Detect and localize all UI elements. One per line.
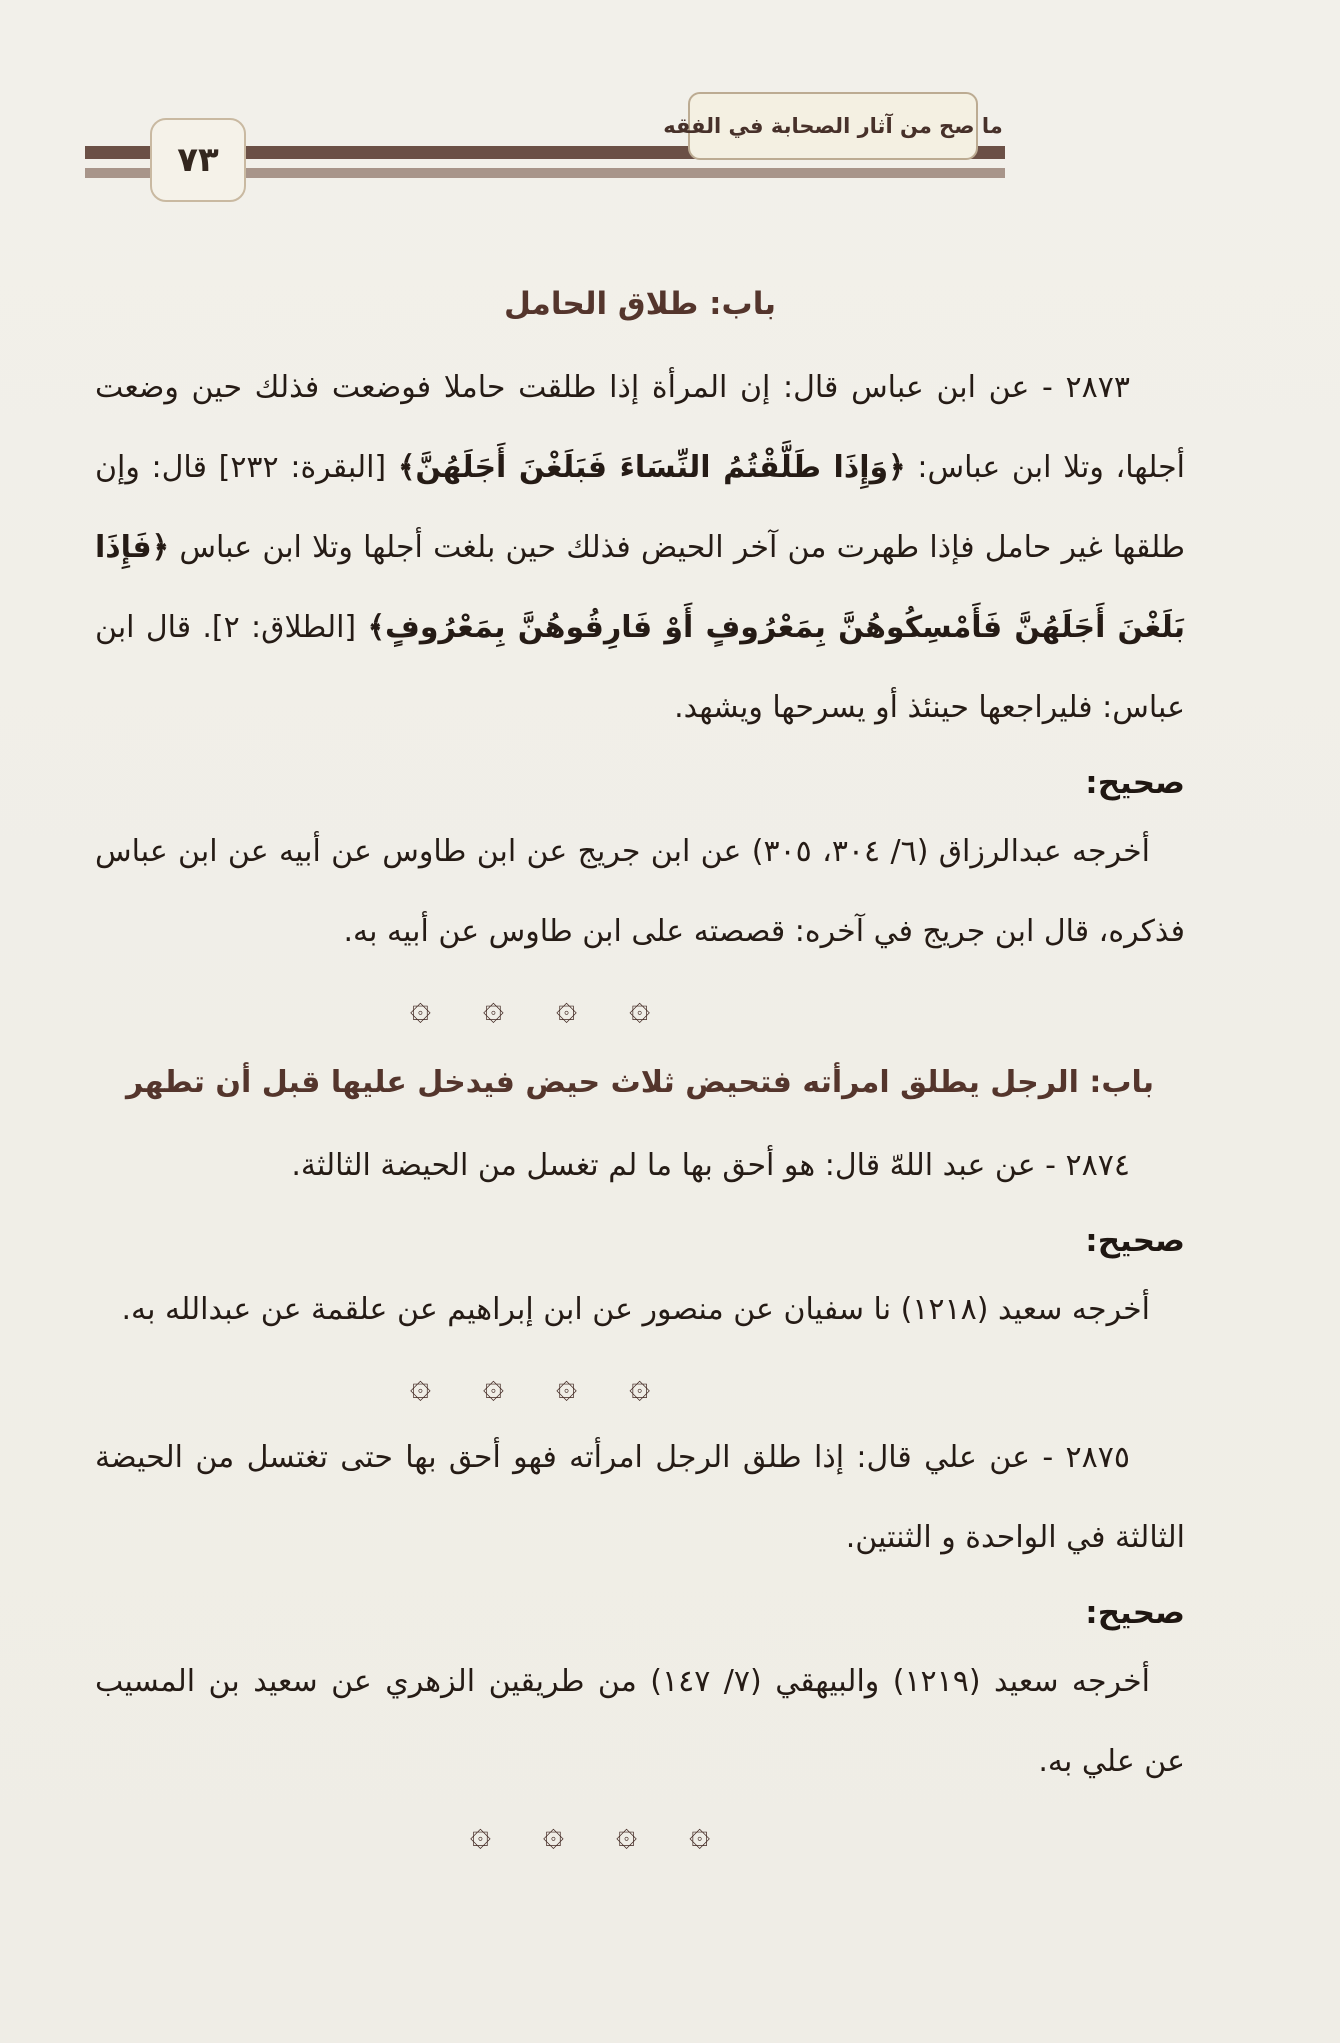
page-number: ٧٣ (177, 140, 219, 180)
quran-verse-talaq-2: ﴿فَإِذَا بَلَغْنَ أَجَلَهُنَّ فَأَمْسِكُوهُنَّ بِمَعْرُوفٍ أَوْ فَارِقُوهُنَّ بِمَعْرُوفٍ﴾ (95, 530, 1185, 645)
grade-label-2873: صحيح: (1085, 765, 1185, 801)
rosette-icon: ۞ (629, 1365, 651, 1406)
takhrij-2875: أخرجه سعيد (١٢١٩) والبيهقي (٧/ ١٤٧) من طريقين الزهري عن سعيد بن المسيب عن علي به. (95, 1664, 1185, 1779)
hadith-2874: ٢٨٧٤ - عن عبد اللهّ قال: هو أحق بها ما لم تغسل من الحيضة الثالثة. (291, 1148, 1130, 1183)
rosette-icon: ۞ (409, 1365, 431, 1406)
quran-verse-baqarah-232: ﴿وَإِذَا طَلَّقْتُمُ النِّسَاءَ فَبَلَغْنَ أَجَلَهُنَّ﴾ (397, 450, 906, 485)
rosette-icon: ۞ (542, 1813, 564, 1854)
hadith-2873-text-3: [الطلاق: ٢]. قال ابن عباس: فليراجعها حينئذ أو يسرحها ويشهد. (95, 610, 1185, 725)
hadith-2873-text-2: [البقرة: ٢٣٢] قال: وإن طلقها غير حامل فإذا طهرت من آخر الحيض فذلك حين بلغت أجلها وتلا ابن عباس (95, 450, 1185, 565)
page-number-box (150, 118, 246, 202)
hadith-2873-text-1: ٢٨٧٣ - عن ابن عباس قال: إن المرأة إذا طلقت حاملا فوضعت فذلك حين وضعت أجلها، وتلا ابن عباس: (95, 370, 1186, 485)
grade-label-2875: صحيح: (1085, 1595, 1185, 1631)
book-running-title: ما صح من آثار الصحابة في الفقه (663, 114, 1003, 138)
rosette-icon: ۞ (556, 1365, 578, 1406)
chapter-heading-three-menses: باب: الرجل يطلق امرأته فتحيض ثلاث حيض فيدخل عليها قبل أن تطهر (125, 1065, 1155, 1100)
rosette-icon: ۞ (482, 1365, 504, 1406)
ornament-separator-1 (0, 986, 1075, 1030)
rosette-icon: ۞ (689, 1813, 711, 1854)
ornament-separator-2 (0, 1364, 1075, 1408)
rosette-icon: ۞ (482, 987, 504, 1028)
rosette-icon: ۞ (616, 1813, 638, 1854)
takhrij-2873: أخرجه عبدالرزاق (٦/ ٣٠٤، ٣٠٥) عن ابن جريج عن ابن طاوس عن أبيه عن ابن عباس فذكره، قال ابن جريج في آخره: قصصته على ابن طاوس عن أبيه به. (95, 834, 1185, 949)
takhrij-2874: أخرجه سعيد (١٢١٨) نا سفيان عن منصور عن ابن إبراهيم عن علقمة عن عبدالله به. (121, 1292, 1150, 1327)
hadith-2873 (95, 348, 1185, 748)
rosette-icon: ۞ (469, 1813, 491, 1854)
hadith-2875: ٢٨٧٥ - عن علي قال: إذا طلق الرجل امرأته فهو أحق بها حتى تغتسل من الحيضة الثالثة في الواحدة و الثنتين. (95, 1440, 1185, 1555)
rosette-icon: ۞ (409, 987, 431, 1028)
running-title-box (663, 92, 1003, 160)
rosette-icon: ۞ (629, 987, 651, 1028)
grade-label-2874: صحيح: (1085, 1223, 1185, 1259)
chapter-heading-talaq-al-hamil: باب: طلاق الحامل (504, 286, 776, 322)
rosette-icon: ۞ (556, 987, 578, 1028)
ornament-separator-3 (45, 1812, 1135, 1856)
